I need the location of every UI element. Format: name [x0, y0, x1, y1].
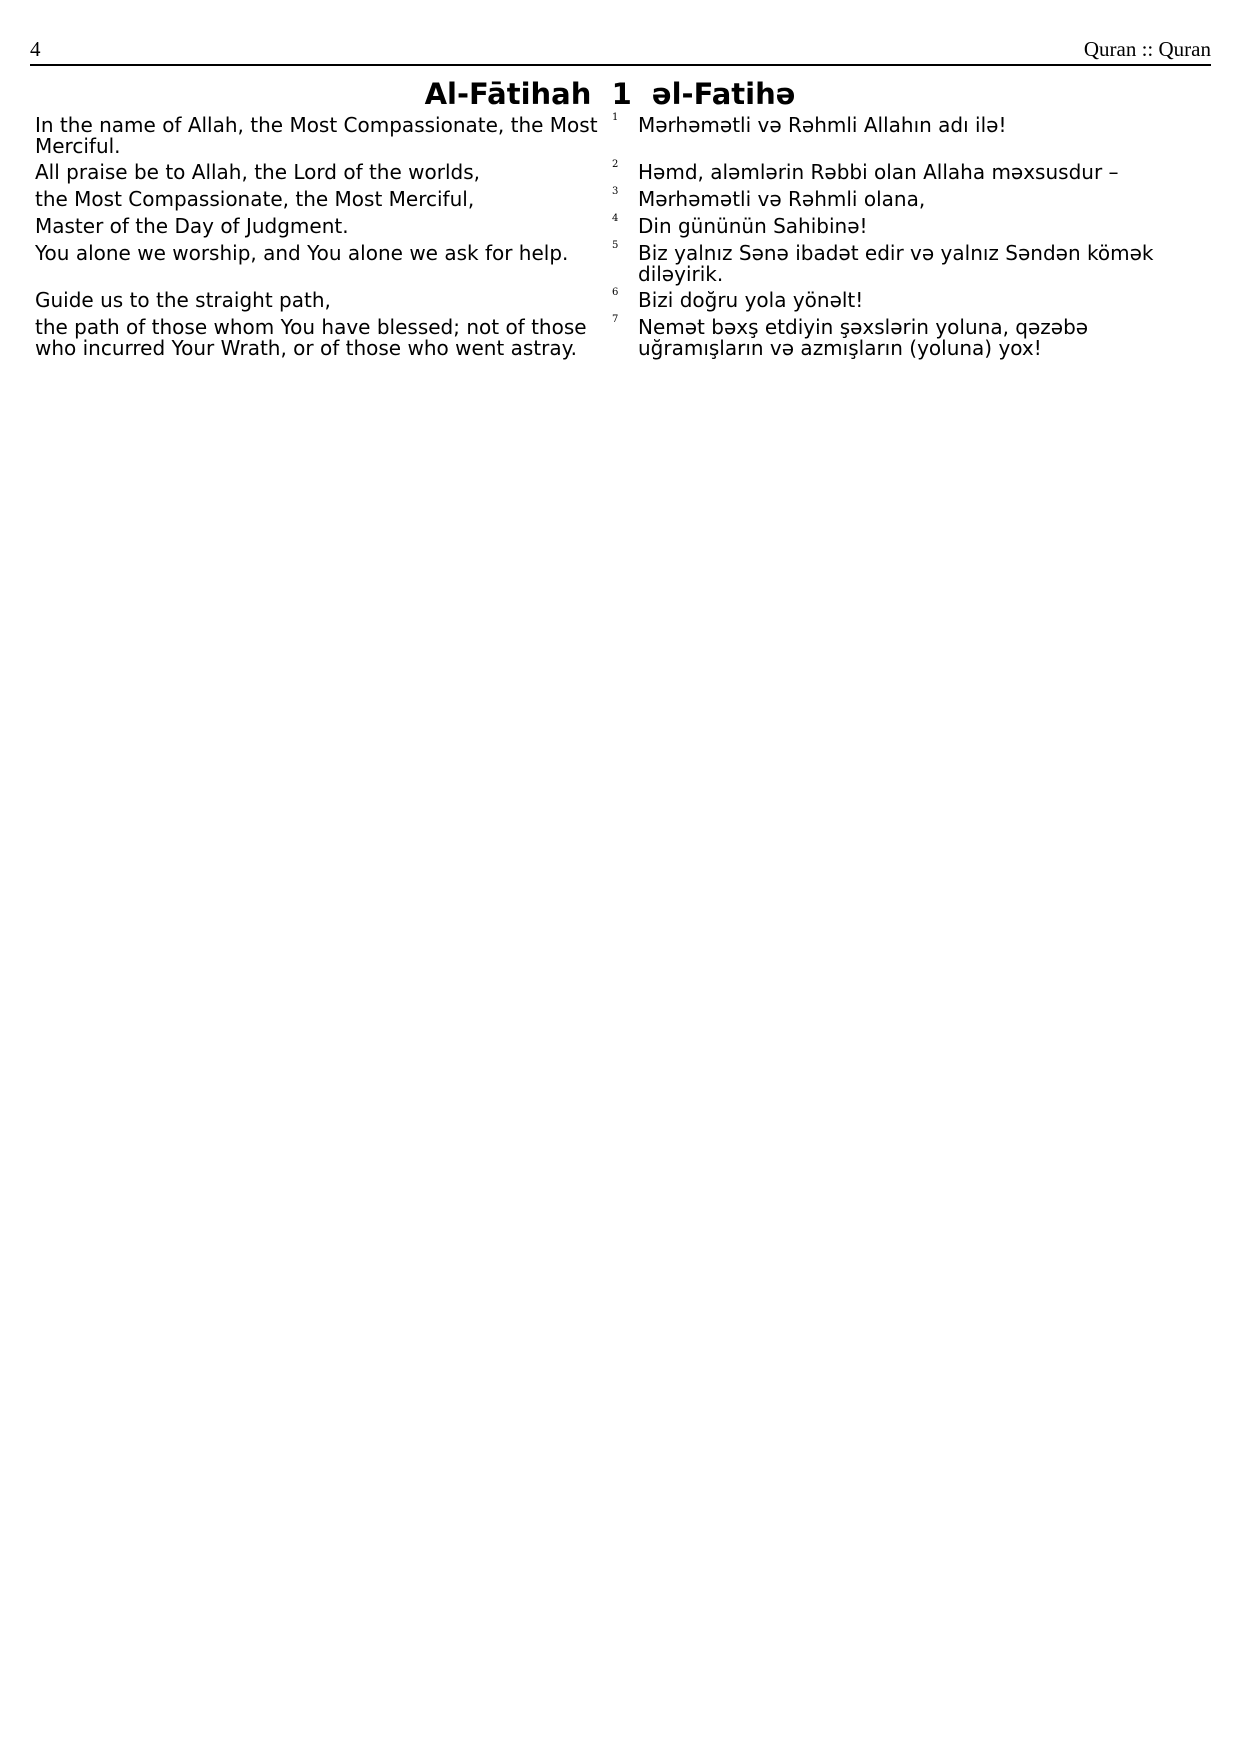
english-verse-text: All praise be to Allah, the Lord of the worlds, [35, 160, 480, 184]
english-verse-text: You alone we worship, and You alone we ask for help. [35, 241, 569, 265]
running-title: Quran :: Quran [1083, 37, 1211, 61]
azerbaijani-verse-text: Həmd, aləmlərin Rəbbi olan Allaha məxsusdur – [638, 160, 1119, 184]
azerbaijani-verse-text: Din gününün Sahibinə! [638, 214, 868, 238]
english-verse-text: Master of the Day of Judgment. [35, 214, 349, 238]
verse-number: 4 [612, 213, 619, 224]
verse-number: 2 [612, 159, 619, 170]
verse-number: 3 [612, 186, 619, 197]
page-number: 4 [30, 37, 41, 61]
english-verse-text: In the name of Allah, the Most Compassionate, the Most Merciful. [35, 113, 598, 158]
chapter-title: Al-Fātihah 1 əl-Fatihə [424, 77, 796, 111]
azerbaijani-verse-text: Mərhəmətli və Rəhmli olana, [638, 187, 926, 211]
verse-number: 1 [612, 112, 619, 123]
azerbaijani-verse-text: Nemət bəxş etdiyin şəxslərin yoluna, qəzəbə uğramışların və azmışların (yoluna) yox! [638, 315, 1089, 360]
azerbaijani-verse-text: Mərhəmətli və Rəhmli Allahın adı ilə! [638, 113, 1007, 137]
english-verse-text: the path of those whom You have blessed; not of those who incurred Your Wrath, or of those who went astray. [35, 315, 587, 360]
english-verse-text: the Most Compassionate, the Most Merciful, [35, 187, 475, 211]
azerbaijani-verse-text: Bizi doğru yola yönəlt! [638, 288, 864, 312]
verse-number: 7 [612, 314, 619, 325]
english-verse-text: Guide us to the straight path, [35, 288, 331, 312]
azerbaijani-verse-text: Biz yalnız Sənə ibadət edir və yalnız Səndən kömək diləyirik. [638, 241, 1154, 286]
verse-number: 6 [612, 287, 619, 298]
verse-number: 5 [612, 240, 619, 251]
page-header [30, 34, 1211, 66]
